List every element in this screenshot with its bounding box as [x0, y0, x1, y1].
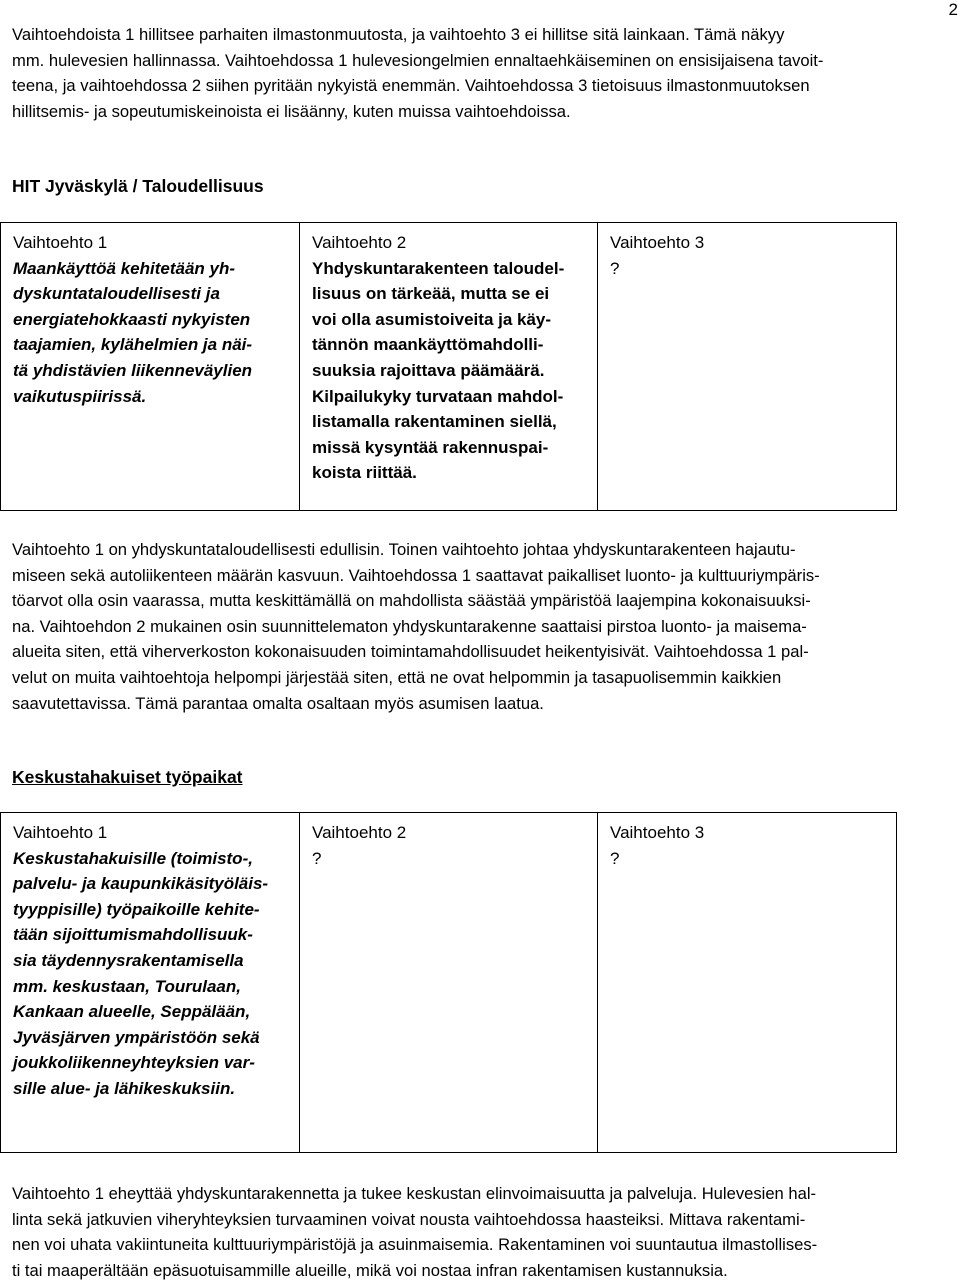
- option-cell-1: [1, 223, 300, 511]
- text-line: tään sijoittumismahdollisuuk-: [13, 925, 253, 945]
- options-table-tyopaikat: [0, 812, 897, 1153]
- text-line: mm. keskustaan, Tourulaan,: [13, 976, 241, 996]
- option-text: [13, 256, 293, 410]
- text-line: Kankaan alueelle, Seppälään,: [13, 1002, 251, 1022]
- assessment-paragraph-taloudellisuus: [12, 537, 952, 716]
- text-line: Kilpailukyky turvataan mahdol-: [312, 386, 564, 406]
- text-line: Keskustahakuisille (toimisto-,: [13, 848, 253, 868]
- assessment-paragraph-tyopaikat: [12, 1181, 952, 1283]
- option-cell-2: [300, 223, 598, 511]
- option-cell-1: [1, 813, 300, 1153]
- text-line: saavutettavissa. Tämä parantaa omalta osaltaan myös asumisen laatua.: [12, 693, 544, 713]
- text-line: ?: [312, 848, 322, 868]
- text-line: tyyppisille) työpaikoille kehite-: [13, 899, 260, 919]
- option-cell-2: [300, 813, 598, 1153]
- text-line: Vaihtoehto 1 eheyttää yhdyskuntarakennetta ja tukee keskustan elinvoimaisuutta ja palveluja. Hulevesien hal-: [12, 1184, 817, 1203]
- text-line: vaikutuspiirissä.: [13, 386, 147, 406]
- option-heading: Vaihtoehto 3: [610, 233, 705, 252]
- text-line: ti tai maaperältään epäsuotuisammille alueille, mikä voi nostaa infran rakentamisen kustannuksia.: [12, 1260, 728, 1280]
- text-line: hillitsemis- ja sopeutumiskeinoista ei lisäänny, kuten muissa vaihtoehdoissa.: [12, 101, 571, 121]
- options-row: [1, 813, 897, 1153]
- option-heading: Vaihtoehto 1: [13, 823, 108, 842]
- text-line: voi olla asumistoiveita ja käy-: [312, 309, 552, 329]
- text-line: ?: [610, 848, 620, 868]
- text-line: ?: [610, 258, 620, 278]
- text-line: linta sekä jatkuvien viheryhteyksien turvaaminen voivat nousta vaihtoehdossa haasteiksi. Mittava rakentami-: [12, 1209, 806, 1229]
- text-line: missä kysyntää rakennuspai-: [312, 437, 549, 457]
- text-line: alueita siten, että viherverkoston kokonaisuuden toimintamahdollisuudet heikentyisivät. Vaihtoehdossa 1 pal-: [12, 642, 809, 662]
- text-line: miseen sekä autoliikenteen määrän kasvuun. Vaihtoehdossa 1 saattavat paikalliset luonto- ja kulttuuriympäris-: [12, 565, 820, 585]
- text-line: listamalla rakentaminen siellä,: [312, 412, 557, 432]
- options-row: [1, 223, 897, 511]
- text-line: tännön maankäyttömahdolli-: [312, 335, 544, 355]
- text-line: teena, ja vaihtoehdossa 2 siihen pyritään nykyistä enemmän. Vaihtoehdossa 3 tietoisuus ilmastonmuutoksen: [12, 76, 810, 96]
- text-line: nen voi uhata vakiintuneita kulttuuriympäristöjä ja asuinmaisemia. Rakentaminen voi suuntautua ilmastollises-: [12, 1235, 818, 1255]
- option-heading: Vaihtoehto 2: [312, 823, 407, 842]
- text-line: velut on muita vaihtoehtoja helpompi järjestää siten, että ne ovat helpommin ja tasapuolisemmin kaikkien: [12, 667, 782, 687]
- option-cell-3: [598, 223, 897, 511]
- text-line: tä yhdistävien liikenneväylien: [13, 360, 253, 380]
- option-heading: Vaihtoehto 1: [13, 233, 108, 252]
- text-line: joukkoliikenneyhteyksien var-: [13, 1053, 255, 1073]
- text-line: Vaihtoehto 1 on yhdyskuntataloudellisesti edullisin. Toinen vaihtoehto johtaa yhdyskuntarakenteen hajautu-: [12, 540, 796, 559]
- text-line: Vaihtoehdoista 1 hillitsee parhaiten ilmastonmuutosta, ja vaihtoehto 3 ei hillitse sitä lainkaan. Tämä näkyy: [12, 25, 785, 44]
- text-line: Yhdyskuntarakenteen taloudel-: [312, 258, 565, 278]
- text-line: Jyväsjärven ympäristöön sekä: [13, 1027, 260, 1047]
- option-heading: Vaihtoehto 2: [312, 233, 407, 252]
- options-table-taloudellisuus: [0, 222, 897, 511]
- text-line: lisuus on tärkeää, mutta se ei: [312, 284, 550, 304]
- option-cell-3: [598, 813, 897, 1153]
- option-heading: Vaihtoehto 3: [610, 823, 705, 842]
- option-text: [312, 256, 591, 486]
- text-line: energiatehokkaasti nykyisten: [13, 309, 251, 329]
- option-text: [13, 846, 293, 1102]
- page-number: 2: [948, 0, 958, 19]
- text-line: koista riittää.: [312, 463, 417, 483]
- intro-paragraph: [12, 22, 947, 124]
- text-line: sille alue- ja lähikeskuksiin.: [13, 1078, 236, 1098]
- section-title-tyopaikat: Keskustahakuiset työpaikat: [12, 767, 243, 787]
- text-line: töarvot olla osin vaarassa, mutta keskittämällä on mahdollista säästää ympäristöä laajempina kokonaisuuksi-: [12, 591, 811, 611]
- text-line: mm. hulevesien hallinnassa. Vaihtoehdossa 1 hulevesiongelmien ennaltaehkäiseminen on ensisijaisena tavoit-: [12, 50, 824, 70]
- text-line: Maankäyttöä kehitetään yh-: [13, 258, 236, 278]
- text-line: palvelu- ja kaupunkikäsityöläis-: [13, 874, 269, 894]
- text-line: na. Vaihtoehdon 2 mukainen osin suunnittelematon yhdyskuntarakenne saattaisi pirstoa luonto- ja maisema-: [12, 616, 807, 636]
- text-line: dyskuntataloudellisesti ja: [13, 284, 220, 304]
- section-title-taloudellisuus: HIT Jyväskylä / Taloudellisuus: [12, 176, 264, 196]
- text-line: taajamien, kylähelmien ja näi-: [13, 335, 253, 355]
- text-line: sia täydennysrakentamisella: [13, 950, 244, 970]
- text-line: suuksia rajoittava päämäärä.: [312, 360, 545, 380]
